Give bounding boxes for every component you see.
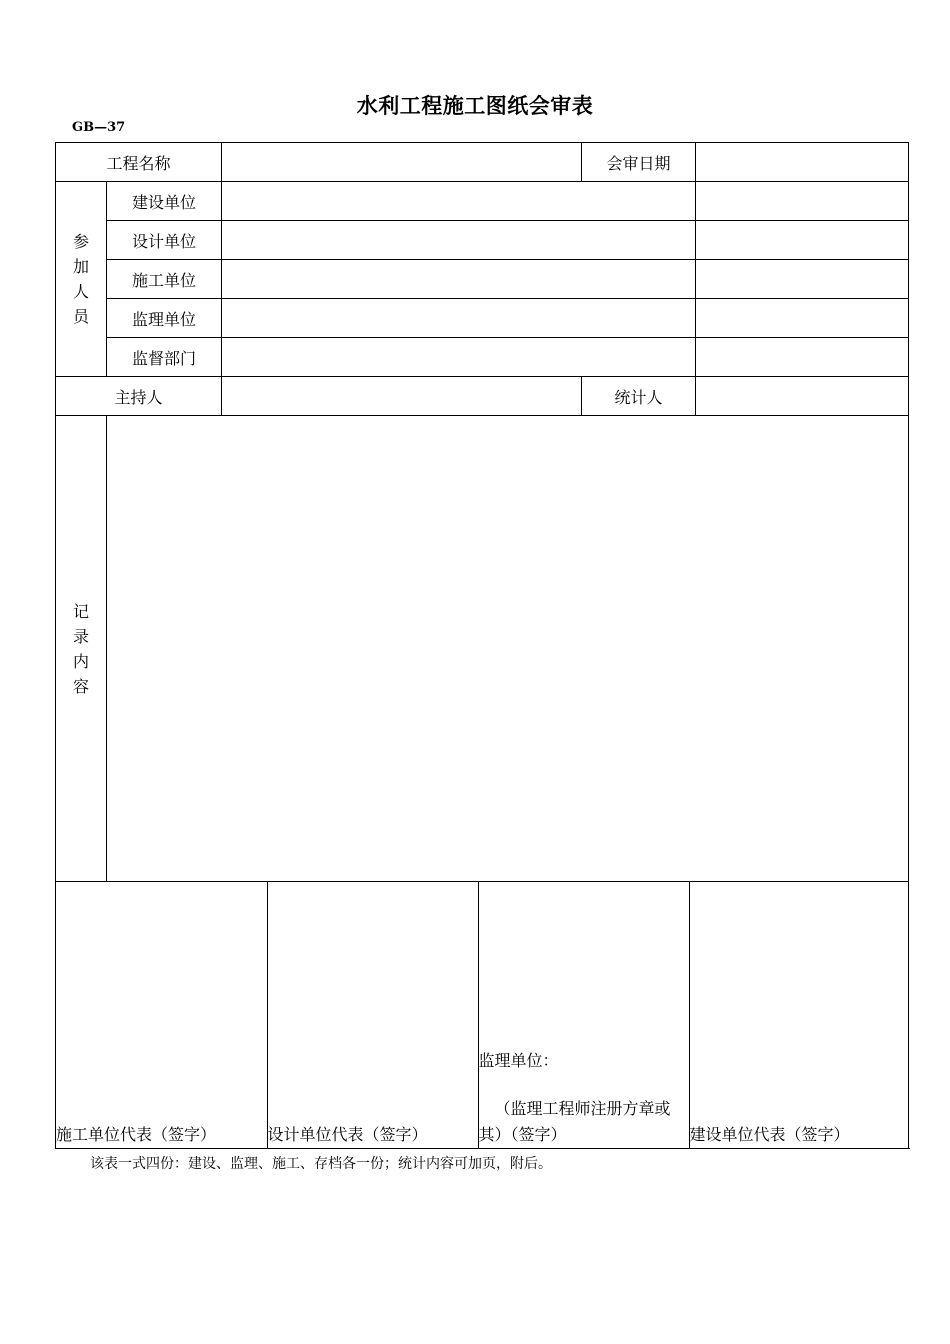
- owner-signature-label: 建设单位代表（签字）: [689, 1125, 850, 1144]
- form-title: 水利工程施工图纸会审表: [356, 93, 594, 118]
- host-label: 主持人: [56, 377, 222, 416]
- review-form-table: [55, 142, 909, 1149]
- statistician-label: 统计人: [582, 377, 696, 416]
- host-field[interactable]: [222, 377, 582, 416]
- supervision-unit-label: 监理单位：: [478, 1051, 559, 1070]
- statistician-field[interactable]: [696, 377, 909, 416]
- participant-names-field[interactable]: [222, 182, 696, 221]
- participant-extra-field[interactable]: [696, 338, 909, 377]
- participant-unit-label: 设计单位: [107, 221, 222, 260]
- participant-unit-label: 施工单位: [107, 260, 222, 299]
- signature-table: [56, 882, 908, 1148]
- participant-extra-field[interactable]: [696, 182, 909, 221]
- participant-unit-label: 建设单位: [107, 182, 222, 221]
- participant-row: [56, 338, 909, 377]
- owner-signature-cell[interactable]: [689, 882, 908, 1148]
- record-content-area[interactable]: [107, 416, 909, 882]
- supervision-signature-cell[interactable]: [478, 882, 689, 1148]
- review-date-label: 会审日期: [582, 143, 696, 182]
- participant-row: [56, 260, 909, 299]
- design-signature-label: 设计单位代表（签字）: [267, 1125, 428, 1144]
- project-name-label: 工程名称: [56, 143, 222, 182]
- review-date-field[interactable]: [696, 143, 909, 182]
- participant-extra-field[interactable]: [696, 299, 909, 338]
- project-name-field[interactable]: [222, 143, 582, 182]
- participant-names-field[interactable]: [222, 260, 696, 299]
- participant-row: [56, 299, 909, 338]
- construction-signature-cell[interactable]: [56, 882, 267, 1148]
- participant-names-field[interactable]: [222, 338, 696, 377]
- participants-group-label: 参 加 人 员: [56, 182, 107, 377]
- form-code: GB—37: [72, 120, 126, 135]
- participant-unit-label: 监理单位: [107, 299, 222, 338]
- signature-row: [56, 882, 909, 1149]
- participant-names-field[interactable]: [222, 299, 696, 338]
- participant-row: [56, 221, 909, 260]
- record-label: 记 录 内 容: [56, 416, 107, 882]
- supervision-signature-label: （监理工程师注册方章或其）（签字）: [478, 1099, 671, 1144]
- record-row: [56, 416, 909, 882]
- project-row: [56, 143, 909, 182]
- footnote: 该表一式四份：建设、监理、施工、存档各一份；统计内容可加页，附后。: [90, 1156, 552, 1172]
- participant-extra-field[interactable]: [696, 221, 909, 260]
- participant-extra-field[interactable]: [696, 260, 909, 299]
- host-row: [56, 377, 909, 416]
- design-signature-cell[interactable]: [267, 882, 478, 1148]
- participant-row: [56, 182, 909, 221]
- participant-names-field[interactable]: [222, 221, 696, 260]
- construction-signature-label: 施工单位代表（签字）: [56, 1125, 217, 1144]
- participant-unit-label: 监督部门: [107, 338, 222, 377]
